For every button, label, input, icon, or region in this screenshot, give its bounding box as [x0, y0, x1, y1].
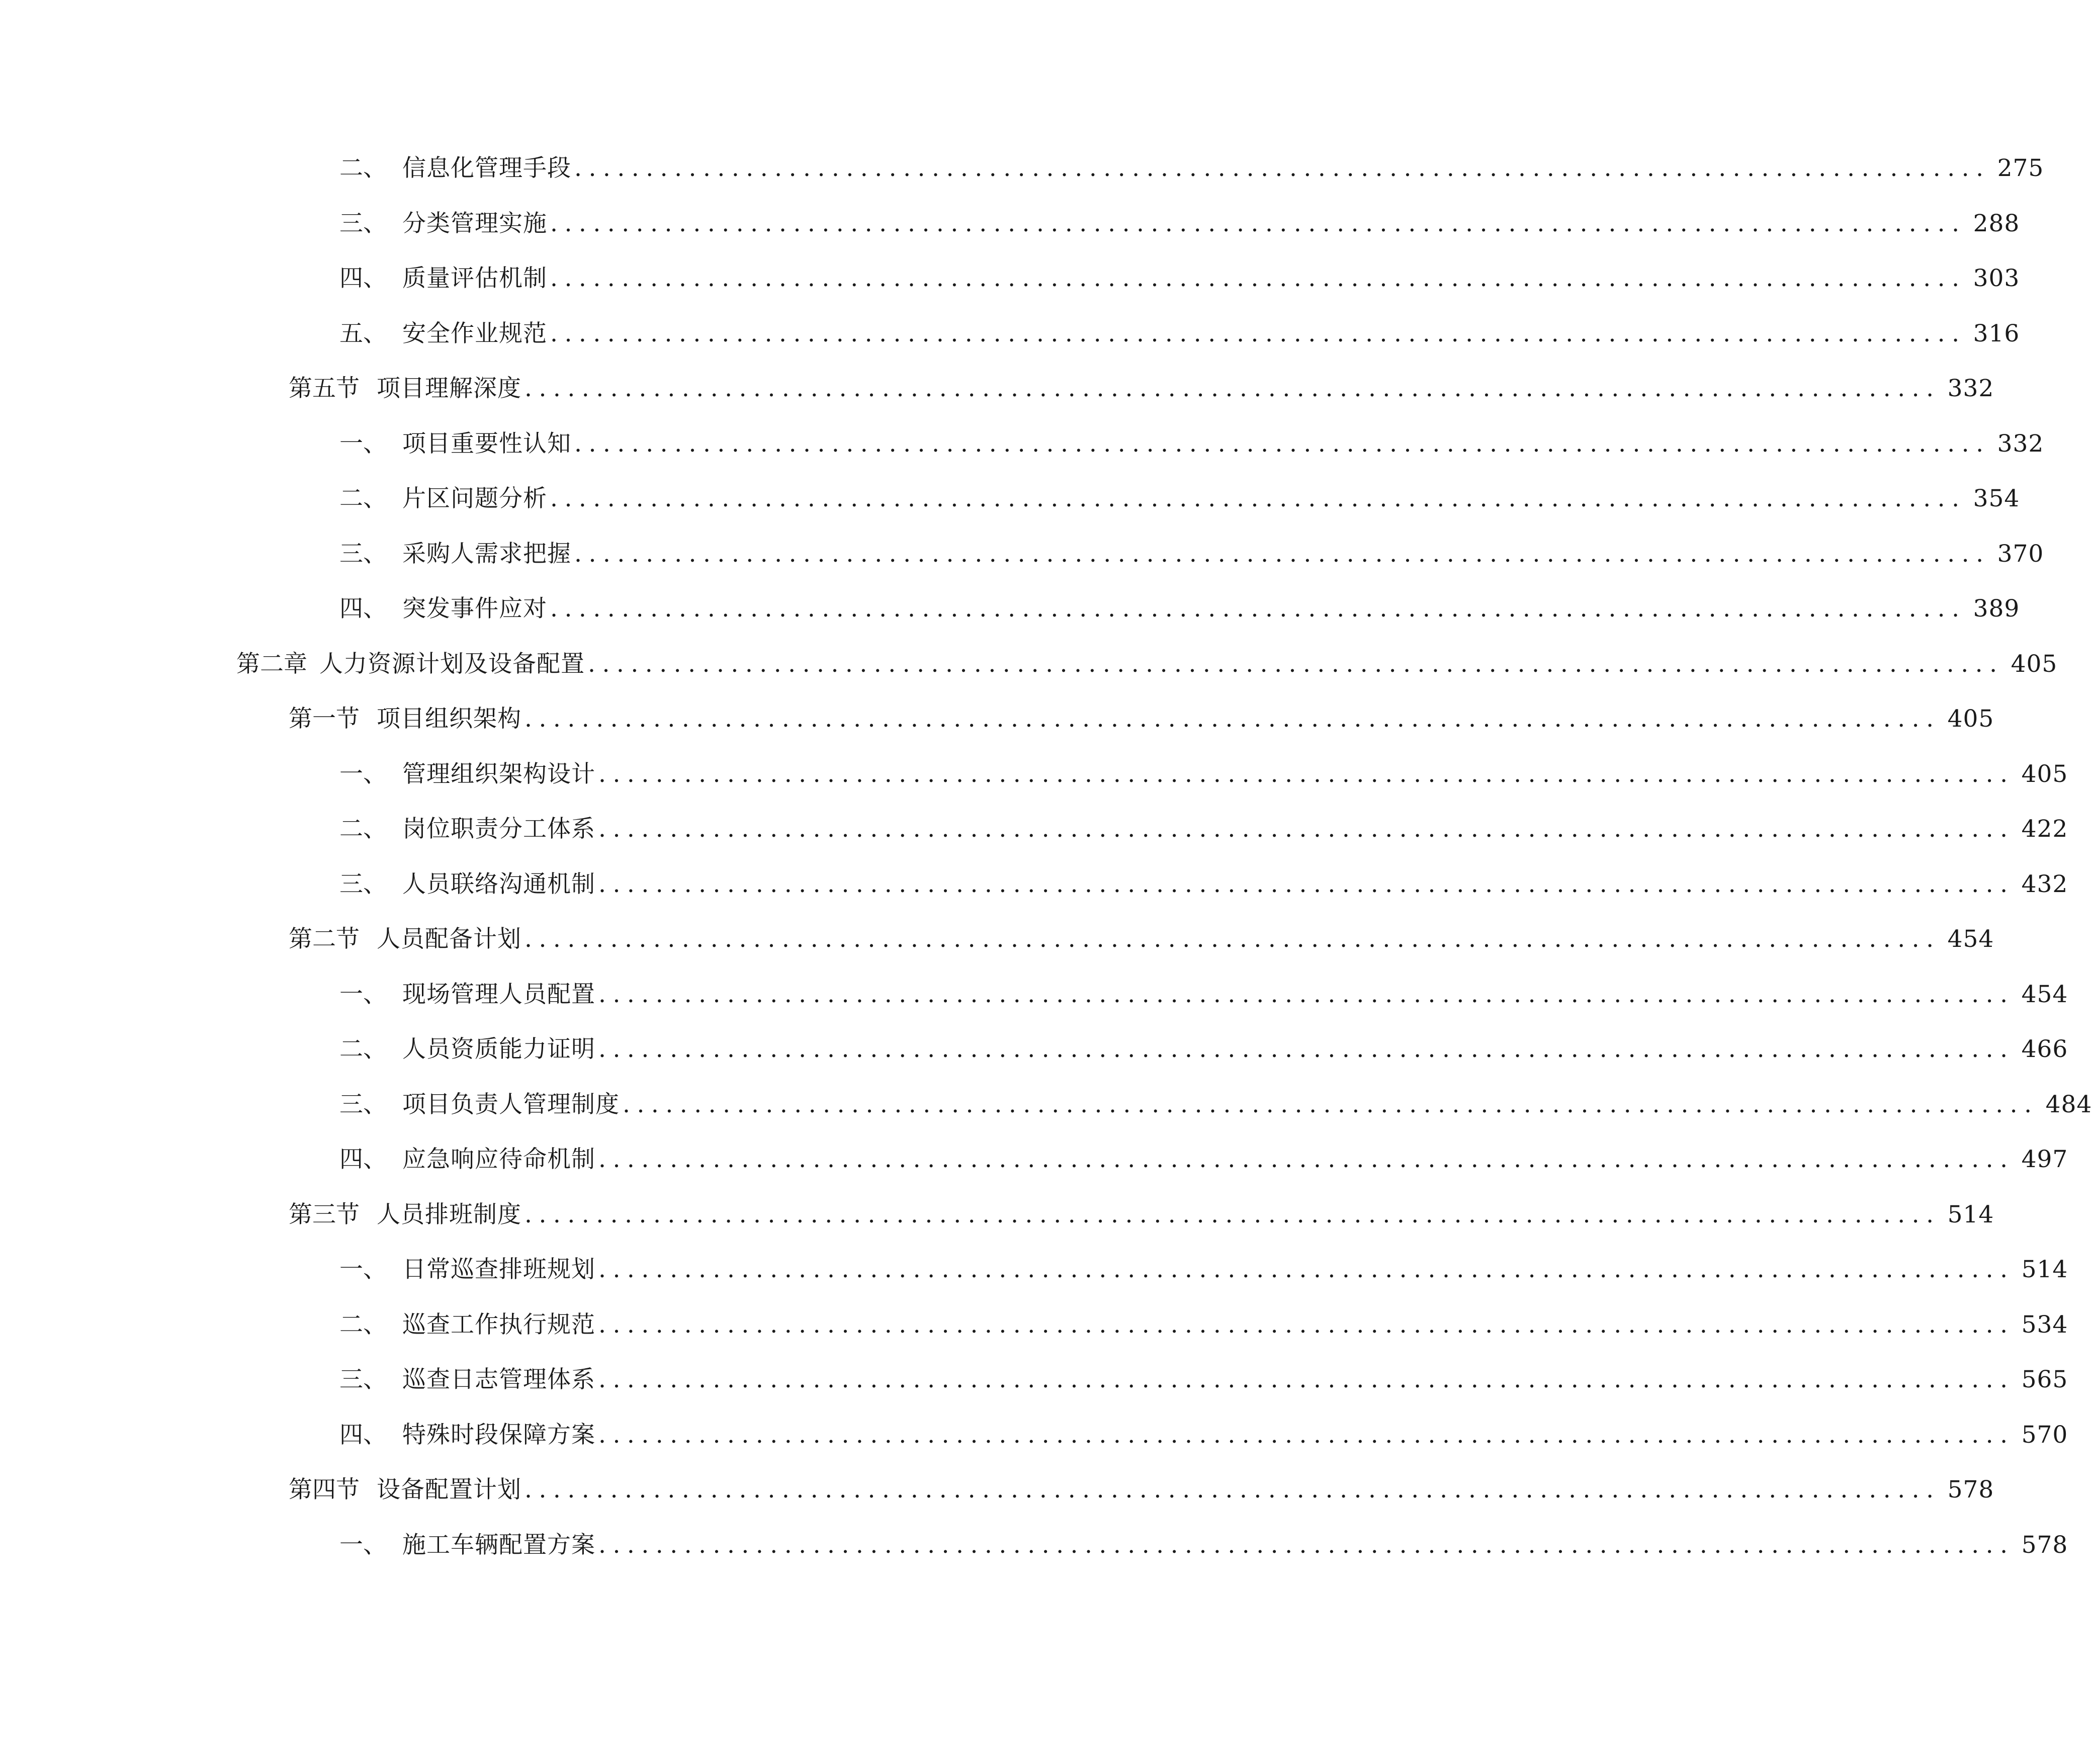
toc-dot-leader: ...................................................................................................: [598, 981, 2015, 1008]
toc-entry[interactable]: [339, 1085, 2092, 1125]
toc-entry-page: 578: [1947, 1476, 1994, 1504]
toc-entry-page: 332: [1997, 430, 2044, 458]
toc-entry-page: 303: [1973, 264, 2020, 292]
toc-dot-leader: ...................................................................................................: [598, 760, 2015, 788]
toc-entry-title: 巡查日志管理体系: [402, 1366, 595, 1393]
toc-dot-leader: ...................................................................................................: [574, 430, 1990, 458]
toc-entry[interactable]: [339, 314, 2020, 354]
toc-entry[interactable]: [289, 1470, 1994, 1510]
toc-entry-title: 人力资源计划及设备配置: [319, 650, 585, 678]
toc-entry-number: 三、: [339, 210, 387, 237]
toc-entry-number: 四、: [339, 595, 387, 623]
toc-entry-number: 三、: [339, 870, 387, 898]
toc-entry-title: 人员排班制度: [377, 1201, 521, 1228]
toc-entry[interactable]: [339, 148, 2044, 189]
toc-entry-page: 570: [2021, 1421, 2068, 1449]
toc-entry[interactable]: [339, 1525, 2068, 1565]
toc-entry[interactable]: [339, 204, 2020, 244]
toc-entry-page: 332: [1947, 375, 1994, 402]
toc-entry-number: 三、: [339, 1091, 387, 1118]
toc-entry-title: 设备配置计划: [377, 1476, 521, 1504]
toc-entry[interactable]: [339, 975, 2068, 1015]
toc-entry[interactable]: [339, 1415, 2068, 1455]
toc-entry-title: 特殊时段保障方案: [402, 1421, 595, 1449]
toc-entry[interactable]: [339, 1305, 2068, 1345]
toc-entry-page: 405: [2021, 760, 2068, 788]
toc-entry-number: 一、: [339, 430, 387, 458]
toc-entry-page: 454: [2021, 981, 2068, 1008]
toc-entry-title: 岗位职责分工体系: [402, 815, 595, 843]
toc-entry-title: 突发事件应对: [402, 595, 547, 623]
toc-entry[interactable]: [339, 424, 2044, 464]
toc-dot-leader: ...................................................................................................: [550, 485, 1966, 512]
toc-entry-number: 第五节: [289, 375, 360, 402]
toc-dot-leader: ...................................................................................................: [598, 1145, 2015, 1173]
toc-entry-title: 人员资质能力证明: [402, 1035, 595, 1063]
toc-entry-number: 四、: [339, 1145, 387, 1173]
toc-entry[interactable]: [289, 1195, 1994, 1235]
toc-entry-title: 现场管理人员配置: [402, 981, 595, 1008]
toc-dot-leader: ...................................................................................................: [574, 540, 1990, 568]
toc-entry-page: 405: [2011, 650, 2058, 678]
toc-entry[interactable]: [339, 809, 2068, 849]
toc-entry[interactable]: [289, 919, 1994, 959]
toc-dot-leader: ...................................................................................................: [550, 210, 1966, 237]
toc-entry-number: 五、: [339, 320, 387, 347]
toc-entry-title: 施工车辆配置方案: [402, 1531, 595, 1559]
toc-entry-title: 采购人需求把握: [402, 540, 571, 568]
toc-dot-leader: ...................................................................................................: [525, 1201, 1941, 1228]
toc-entry-page: 514: [2021, 1256, 2068, 1283]
toc-dot-leader: ...................................................................................................: [525, 705, 1941, 733]
toc-dot-leader: ...................................................................................................: [588, 650, 2004, 678]
toc-entry-title: 质量评估机制: [402, 264, 547, 292]
toc-entry-page: 354: [1973, 485, 2020, 512]
toc-entry-page: 514: [1947, 1201, 1994, 1228]
toc-entry-number: 第三节: [289, 1201, 360, 1228]
toc-entry[interactable]: [339, 589, 2020, 629]
toc-entry-number: 二、: [339, 154, 387, 182]
toc-entry-number: 一、: [339, 1256, 387, 1283]
toc-dot-leader: ...................................................................................................: [598, 1531, 2015, 1559]
toc-dot-leader: ...................................................................................................: [598, 1421, 2015, 1449]
toc-entry-page: 497: [2021, 1145, 2068, 1173]
toc-entry-page: 370: [1997, 540, 2044, 568]
toc-dot-leader: ...................................................................................................: [525, 925, 1941, 953]
toc-entry[interactable]: [339, 1139, 2068, 1180]
toc-entry-title: 分类管理实施: [402, 210, 547, 237]
toc-entry-page: 288: [1973, 210, 2020, 237]
toc-dot-leader: ...................................................................................................: [550, 320, 1966, 347]
toc-entry[interactable]: [339, 258, 2020, 299]
toc-entry-page: 534: [2021, 1311, 2068, 1339]
toc-entry-title: 巡查工作执行规范: [402, 1311, 595, 1339]
toc-entry[interactable]: [236, 644, 2058, 684]
toc-entry-number: 二、: [339, 815, 387, 843]
toc-entry-number: 四、: [339, 264, 387, 292]
toc-entry-page: 389: [1973, 595, 2020, 623]
toc-entry-number: 一、: [339, 981, 387, 1008]
toc-entry-title: 项目负责人管理制度: [402, 1091, 620, 1118]
toc-entry-number: 第一节: [289, 705, 360, 733]
toc-entry-number: 一、: [339, 760, 387, 788]
toc-entry-number: 第四节: [289, 1476, 360, 1504]
toc-dot-leader: ...................................................................................................: [598, 1311, 2015, 1339]
toc-entry-title: 信息化管理手段: [402, 154, 571, 182]
toc-entry-page: 422: [2021, 815, 2068, 843]
toc-entry-title: 人员配备计划: [377, 925, 521, 953]
toc-entry-page: 484: [2045, 1091, 2092, 1118]
toc-entry-page: 275: [1997, 154, 2044, 182]
toc-entry[interactable]: [289, 369, 1994, 409]
toc-dot-leader: ...................................................................................................: [574, 154, 1990, 182]
toc-entry[interactable]: [339, 864, 2068, 905]
toc-entry-page: 578: [2021, 1531, 2068, 1559]
toc-entry-page: 405: [1947, 705, 1994, 733]
toc-dot-leader: ...................................................................................................: [598, 1035, 2015, 1063]
toc-entry-number: 四、: [339, 1421, 387, 1449]
toc-entry-title: 项目重要性认知: [402, 430, 571, 458]
toc-entry-page: 454: [1947, 925, 1994, 953]
toc-entry[interactable]: [289, 699, 1994, 739]
toc-dot-leader: ...................................................................................................: [623, 1091, 2039, 1118]
toc-entry[interactable]: [339, 534, 2044, 574]
toc-entry[interactable]: [339, 754, 2068, 795]
toc-entry-number: 二、: [339, 485, 387, 512]
toc-dot-leader: ...................................................................................................: [550, 595, 1966, 623]
toc-entry-title: 项目组织架构: [377, 705, 521, 733]
toc-entry-page: 432: [2021, 870, 2068, 898]
toc-entry-title: 片区问题分析: [402, 485, 547, 512]
toc-entry-title: 日常巡查排班规划: [402, 1256, 595, 1283]
toc-entry-title: 项目理解深度: [377, 375, 521, 402]
toc-entry-title: 应急响应待命机制: [402, 1145, 595, 1173]
toc-entry-number: 二、: [339, 1311, 387, 1339]
toc-entry-number: 第二章: [236, 650, 307, 678]
toc-dot-leader: ...................................................................................................: [598, 870, 2015, 898]
toc-dot-leader: ...................................................................................................: [525, 1476, 1941, 1504]
toc-entry[interactable]: [339, 1360, 2068, 1400]
toc-entry[interactable]: [339, 1029, 2068, 1070]
toc-dot-leader: ...................................................................................................: [525, 375, 1941, 402]
toc-entry-number: 一、: [339, 1531, 387, 1559]
toc-entry-number: 第二节: [289, 925, 360, 953]
toc-entry-title: 管理组织架构设计: [402, 760, 595, 788]
toc-entry-number: 三、: [339, 1366, 387, 1393]
toc-entry-page: 466: [2021, 1035, 2068, 1063]
toc-entry[interactable]: [339, 1250, 2068, 1290]
toc-dot-leader: ...................................................................................................: [550, 264, 1966, 292]
toc-dot-leader: ...................................................................................................: [598, 815, 2015, 843]
toc-entry-page: 316: [1973, 320, 2020, 347]
toc-entry-page: 565: [2021, 1366, 2068, 1393]
toc-entry-number: 二、: [339, 1035, 387, 1063]
toc-dot-leader: ...................................................................................................: [598, 1256, 2015, 1283]
toc-entry-number: 三、: [339, 540, 387, 568]
toc-entry-title: 安全作业规范: [402, 320, 547, 347]
toc-dot-leader: ...................................................................................................: [598, 1366, 2015, 1393]
toc-entry[interactable]: [339, 479, 2020, 519]
toc-entry-title: 人员联络沟通机制: [402, 870, 595, 898]
